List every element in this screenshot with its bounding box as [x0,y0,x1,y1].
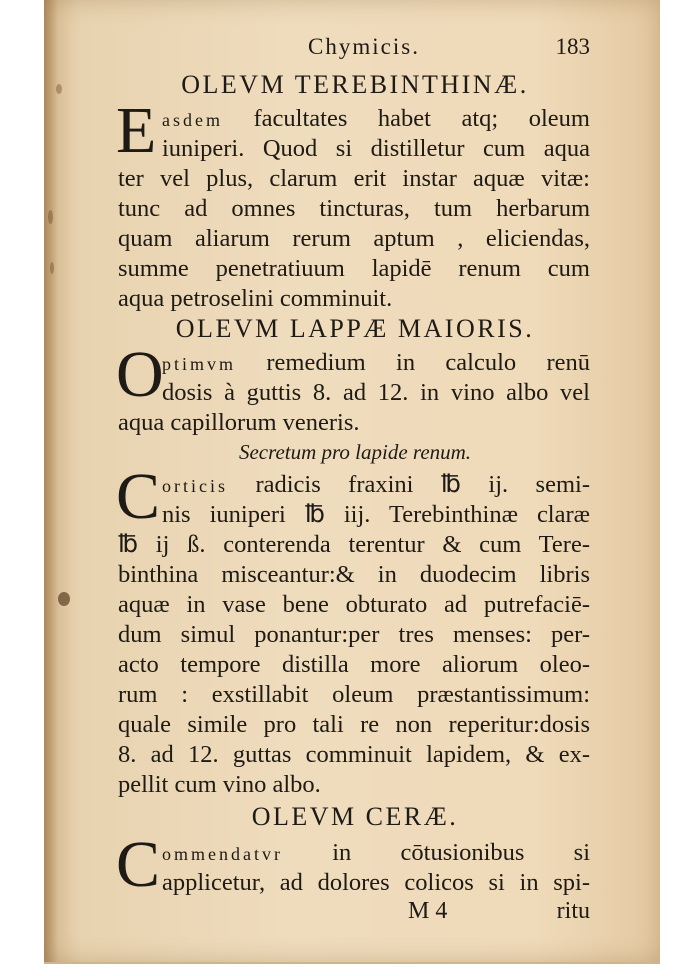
small-caps-word: asdem [162,110,223,130]
text-line: aqua capillorum veneris. [118,409,360,436]
text-line: quale simile pro tali re non reperitur:dosis [118,711,590,738]
section-subtitle: Secretum pro lapide renum. [238,440,472,464]
text-line: iuniperi. Quod si distilletur cum aqua [162,135,590,162]
text-line: rum : exstillabit oleum præstantissimum: [118,681,590,708]
text-line: aquæ in vase bene obturato ad putrefaciē- [118,591,590,618]
text-line [162,838,590,869]
text-line: dosis à guttis 8. ad 12. in vino albo vel [162,379,590,406]
section-heading-lappae-maioris: OLEVM LAPPÆ MAIORIS. [175,314,535,343]
running-title: Chymicis. [308,34,420,59]
text-line: acto tempore distilla more aliorum oleo- [118,651,590,678]
text-line: nis iuniperi ℔ iij. Terebinthinæ claræ [162,501,590,528]
ink-stain [56,84,62,94]
ink-stain [48,210,53,224]
text-line: tunc ad omnes tincturas, tum herbarum [118,195,590,222]
text-line: ter vel plus, clarum erit instar aquæ vitæ: [118,165,590,192]
small-caps-word: ptimvm [162,354,237,374]
drop-cap: C [116,828,161,901]
text-line: dum simul ponantur:per tres menses: per- [118,621,590,648]
text-line: summe penetratiuum lapidē renum cum [118,255,590,282]
ink-stain [58,592,70,606]
catchword: ritu [556,898,590,924]
drop-cap: E [116,94,157,167]
text-line: quam aliarum rerum aptum , eliciendas, [118,225,590,252]
text-line [162,104,590,135]
book-page [44,0,660,964]
ink-stain [50,262,54,274]
section-heading-terebinthinae: OLEVM TEREBINTHINÆ. [181,70,529,99]
small-caps-word: orticis [162,476,228,496]
text-line: applicetur, ad dolores colicos si in spi- [162,869,590,896]
text-line: pellit cum vino albo. [118,771,321,798]
page-number: 183 [555,34,590,59]
line-text: radicis fraxini ℔ ij. semi- [255,471,590,498]
text-line [162,348,590,379]
drop-cap: C [116,460,161,533]
text-line [162,470,590,501]
small-caps-word: ommendatvr [162,844,283,864]
drop-cap: O [116,338,164,411]
line-text: remedium in calculo renū [266,349,591,376]
line-text: in cōtusionibus si [332,839,590,866]
text-line: binthina misceantur:& in duodecim libris [118,561,590,588]
section-heading-cerae: OLEVM CERÆ. [251,802,459,831]
text-line: ℔ ij ß. conterenda terentur & cum Tere- [118,531,590,558]
text-line: aqua petroselini comminuit. [118,285,393,312]
text-line: 8. ad 12. guttas comminuit lapidem, & ex- [118,741,590,768]
line-text: facultates habet atq; oleum [253,105,590,132]
signature-mark: M 4 [408,898,448,924]
